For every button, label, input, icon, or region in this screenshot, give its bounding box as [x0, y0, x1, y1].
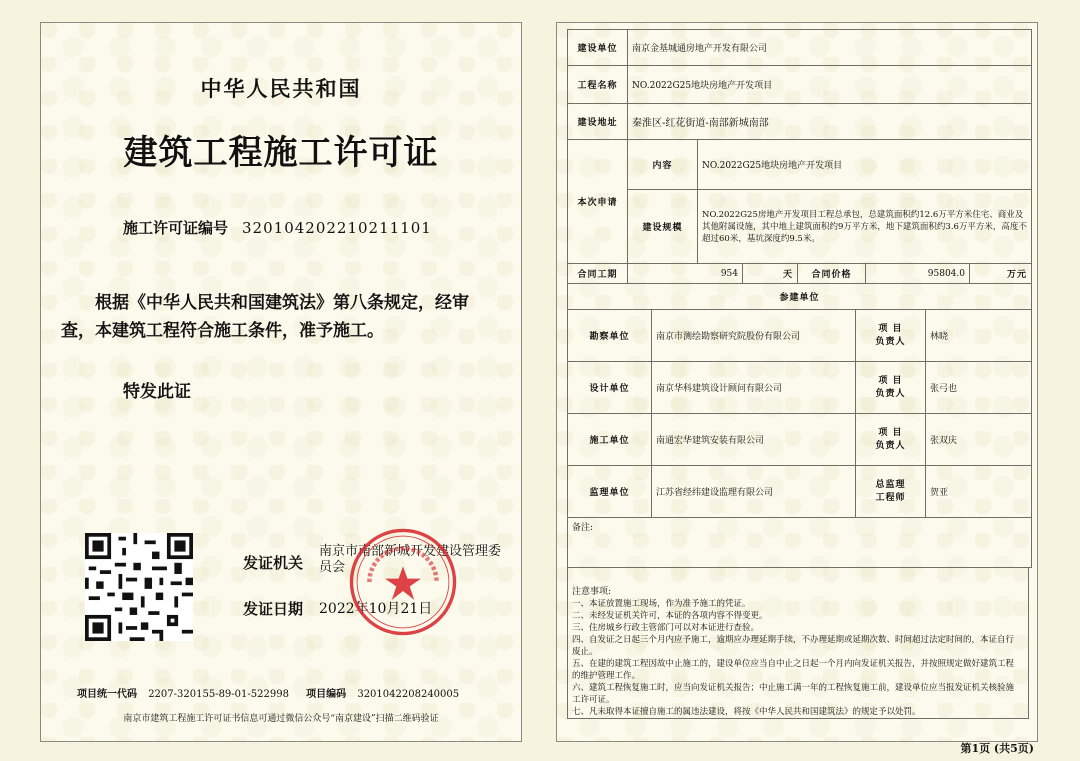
participants-table: [567, 309, 1032, 568]
unified-code-label: 项目统一代码: [77, 689, 137, 700]
qr-code-icon[interactable]: [85, 533, 193, 641]
design-leader-label: 项 目 负责人: [856, 362, 926, 414]
content-value: NO.2022G25地块房地产开发项目: [698, 140, 1032, 190]
construct-label: 施工单位: [568, 414, 652, 466]
project-name-label: 工程名称: [568, 66, 628, 104]
builder-label: 建设单位: [568, 30, 628, 66]
project-info-table: [567, 29, 1032, 264]
issuer-label: 发证机关: [243, 554, 304, 572]
remarks-field: 备注:: [568, 518, 1032, 568]
survey-leader-label: 项 目 负责人: [856, 310, 926, 362]
period-value: 954: [628, 264, 743, 284]
supervise-leader-label: 总监理 工程师: [856, 466, 926, 518]
construct-unit: 南通宏华建筑安装有限公司: [652, 414, 856, 466]
project-code: 3201042208240005: [357, 689, 460, 700]
notes-section: [567, 567, 1029, 719]
notes-list: [572, 598, 1020, 718]
supervise-leader: 贺亚: [926, 466, 1032, 518]
supervise-unit: 江苏省经纬建设监理有限公司: [652, 466, 856, 518]
permit-number-row: [123, 217, 432, 238]
builder-value: 南京金基城通房地产开发有限公司: [628, 30, 1032, 66]
permit-cover-page: [40, 22, 522, 742]
content-label: 内容: [628, 140, 698, 190]
page-number: 第1页 (共5页): [960, 742, 1034, 755]
design-label: 设计单位: [568, 362, 652, 414]
price-unit: 万元: [970, 264, 1032, 284]
survey-leader: 林晓: [926, 310, 1032, 362]
construct-leader: 张双庆: [926, 414, 1032, 466]
note-item: 六、建筑工程恢复施工时，应当向发证机关报告；中止施工满一年的工程恢复施工前，建设单位应当报发证机关核验施工许可证。: [572, 683, 1015, 705]
note-item: 四、自发证之日起三个月内应予施工，逾期应办理延期手续，不办理延期或延期次数、时间超过法定时间的，本证自行废止。: [572, 635, 1015, 657]
issue-date-label: 发证日期: [243, 600, 304, 618]
contract-table: [567, 263, 1032, 310]
supervise-label: 监理单位: [568, 466, 652, 518]
participants-heading: 参建单位: [568, 284, 1032, 310]
issue-date: 2022年10月21日: [319, 601, 433, 617]
design-leader: 张弓也: [926, 362, 1032, 414]
note-item: 七、凡未取得本证擅自施工的属违法建设，将按《中华人民共和国建筑法》的规定予以处罚。: [572, 707, 921, 717]
note-item: 一、本证放置施工现场，作为准予施工的凭证。: [572, 599, 751, 609]
legal-basis-text: 根据《中华人民共和国建筑法》第八条规定，经审查，本建筑工程符合施工条件，准予施工。: [61, 293, 469, 341]
period-label: 合同工期: [568, 264, 628, 284]
permit-details-page: [556, 22, 1038, 742]
note-item: 五、在建的建筑工程因故中止施工的，建设单位应当自中止之日起一个月内向发证机关报告，并按照规定做好建筑工程的维护管理工作。: [572, 659, 1015, 681]
survey-unit: 南京市测绘勘察研究院股份有限公司: [652, 310, 856, 362]
certificate-title: 建筑工程施工许可证: [123, 133, 439, 173]
issuer-name: 南京市南部新城开发建设管理委员会: [319, 544, 502, 575]
permit-number: 320104202210211101: [242, 219, 432, 237]
unified-code: 2207-320155-89-01-522998: [148, 689, 289, 700]
construct-leader-label: 项 目 负责人: [856, 414, 926, 466]
project-name-value: NO.2022G25地块房地产开发项目: [628, 66, 1032, 104]
application-label: 本次申请: [568, 140, 628, 264]
notes-title: 注意事项:: [572, 587, 612, 597]
scale-value: NO.2022G25房地产开发项目工程总承包，总建筑面积约12.6万平方米住宅、商业及其他附属设施，其中地上建筑面积约9万平方米，地下建筑面积约3.6万平方米，高度不超过60米，基坑深度约9.5米。: [698, 190, 1032, 264]
issue-statement: 特发此证: [123, 382, 191, 402]
price-value: 95804.0: [866, 264, 970, 284]
price-label: 合同价格: [798, 264, 866, 284]
project-codes: [77, 685, 459, 700]
address-label: 建设地址: [568, 104, 628, 140]
project-code-label: 项目编码: [306, 689, 347, 700]
address-value: 秦淮区-红花街道-南部新城南部: [628, 104, 1032, 140]
permit-number-label: 施工许可证编号: [123, 219, 229, 237]
note-item: 三、住房城乡行政主管部门可以对本证进行查验。: [572, 623, 760, 633]
country-heading: 中华人民共和国: [200, 76, 362, 101]
note-item: 二、未经发证机关许可，本证的各项内容不得变更。: [572, 611, 768, 621]
official-seal-icon: [347, 526, 459, 638]
period-unit: 天: [743, 264, 798, 284]
survey-label: 勘察单位: [568, 310, 652, 362]
design-unit: 南京华科建筑设计顾问有限公司: [652, 362, 856, 414]
verification-footer: 南京市建筑工程施工许可证书信息可通过微信公众号“南京建设”扫描二维码验证: [123, 714, 439, 724]
scale-label: 建设规模: [628, 190, 698, 264]
